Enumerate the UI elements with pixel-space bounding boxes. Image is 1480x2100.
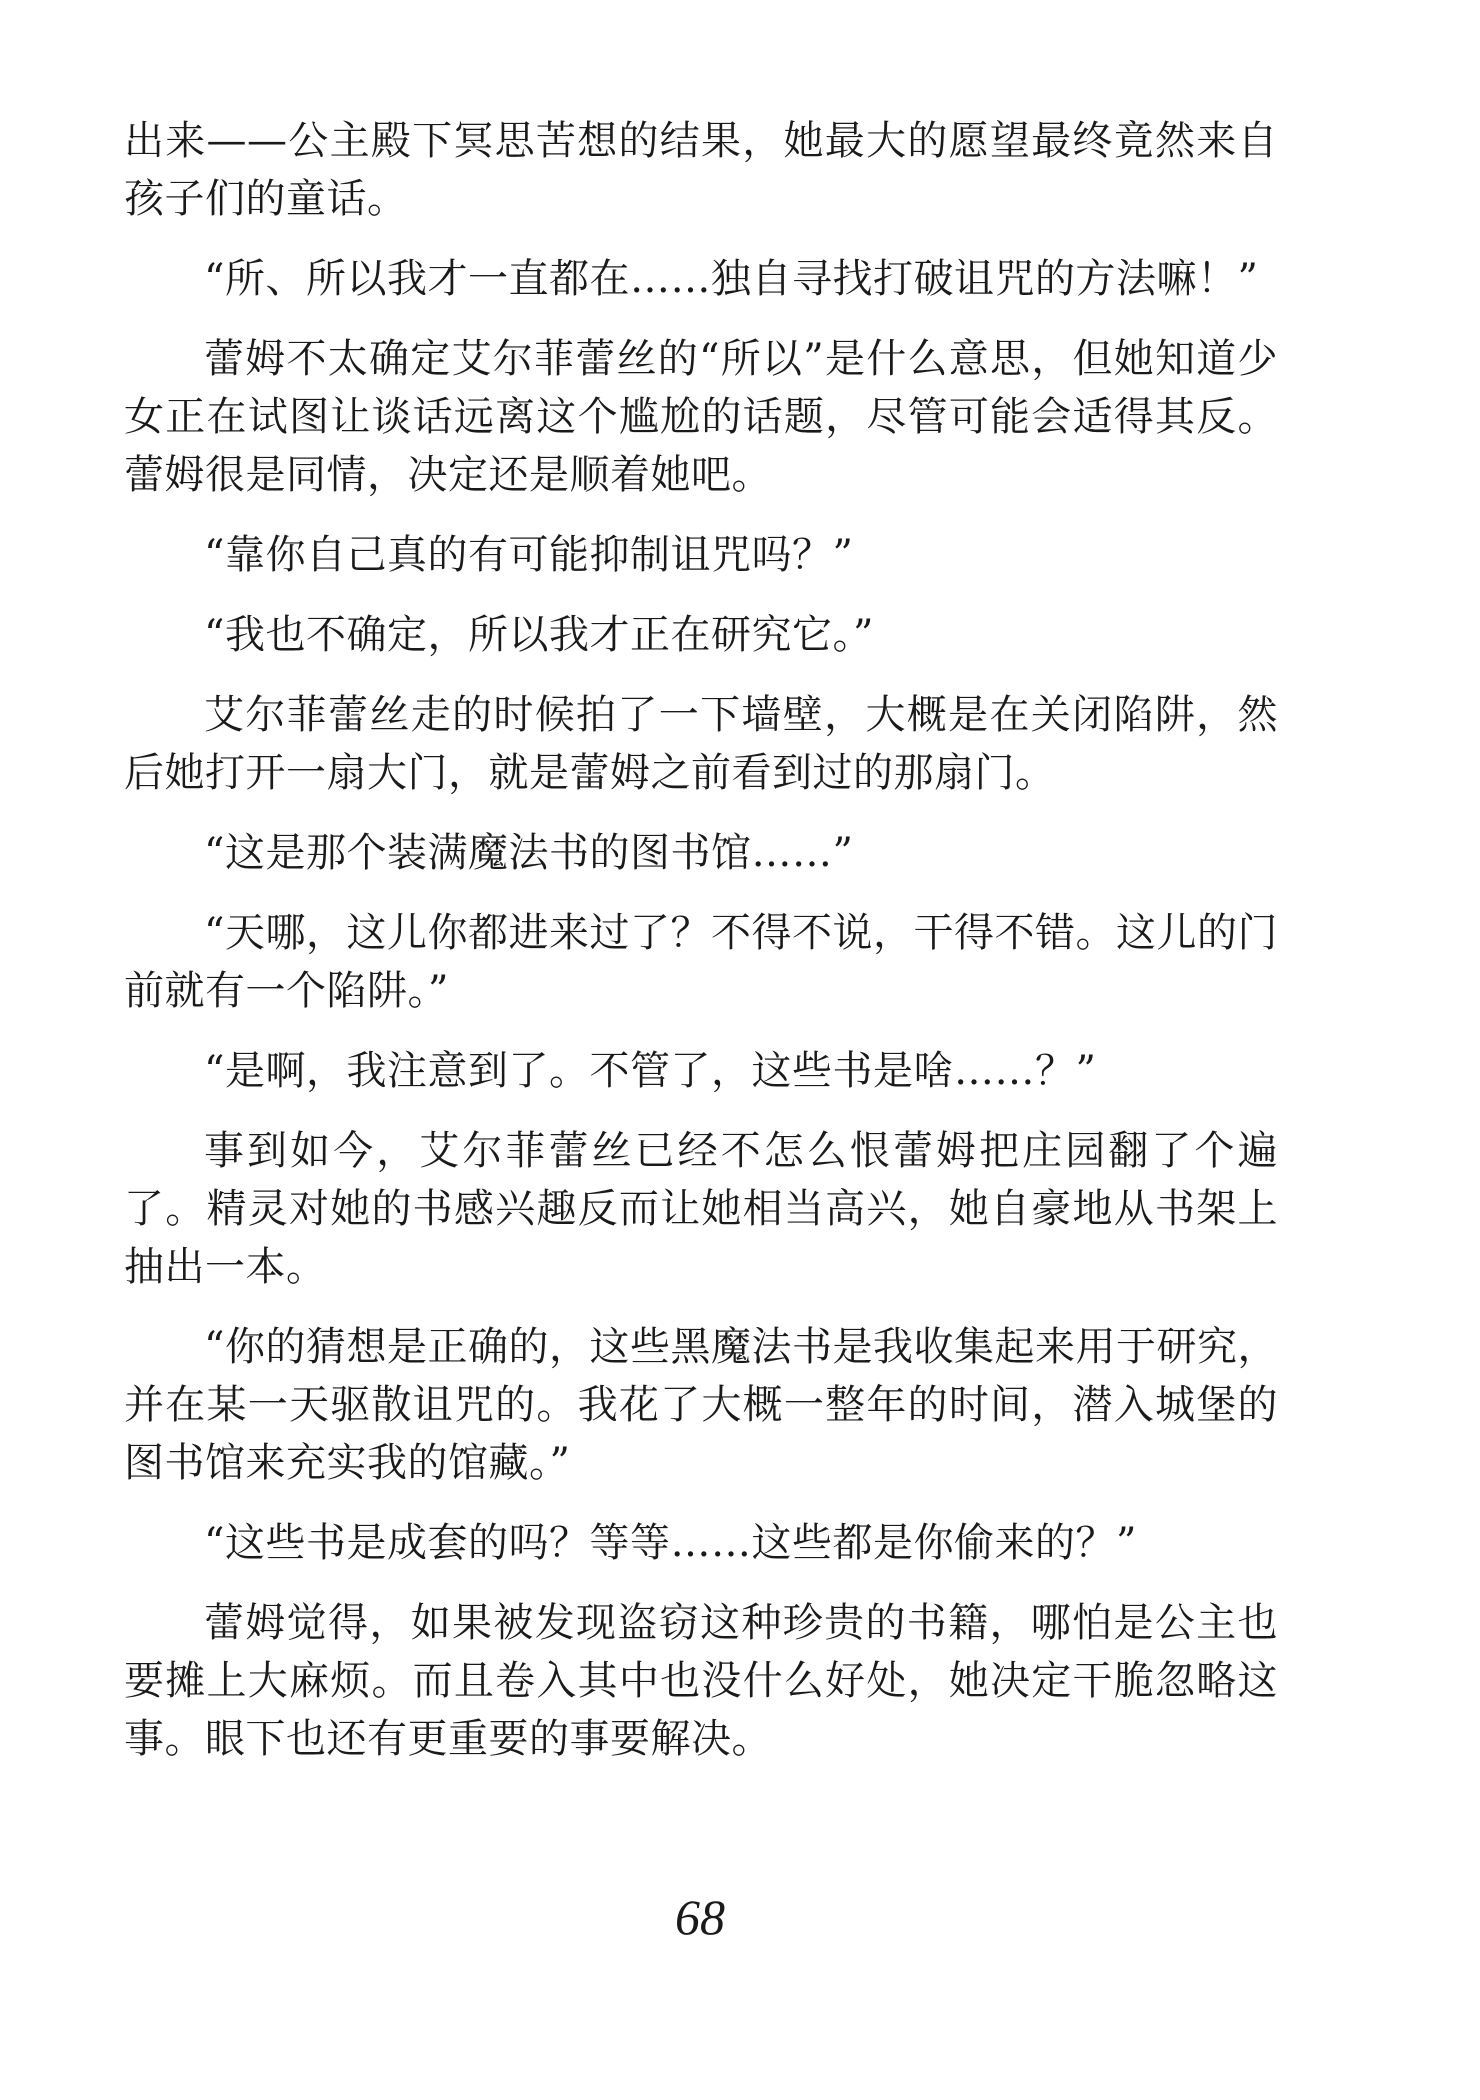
paragraph: “我也不确定，所以我才正在研究它。” — [204, 612, 874, 658]
paragraph: “靠你自己真的有可能抑制诅咒吗？” — [204, 532, 854, 578]
paragraph: 事到如今，艾尔菲蕾丝已经不怎么恨蕾姆把庄园翻了个遍了。精灵对她的书感兴趣反而让她相当高兴，她自豪地从书架上抽出一本。 — [124, 1128, 1278, 1290]
paragraph: “这些书是成套的吗？等等……这些都是你偷来的？” — [204, 1520, 1137, 1566]
paragraph: “天哪，这儿你都进来过了？不得不说，干得不错。这儿的门前就有一个陷阱。” — [124, 910, 1278, 1014]
paragraph: “是啊，我注意到了。不管了，这些书是啥……？” — [204, 1048, 1097, 1094]
paragraph: 艾尔菲蕾丝走的时候拍了一下墙壁，大概是在关闭陷阱，然后她打开一扇大门，就是蕾姆之前看到过的那扇门。 — [124, 692, 1278, 796]
page-number: 68 — [675, 1889, 725, 1945]
paragraph: “所、所以我才一直都在……独自寻找打破诅咒的方法嘛！” — [204, 256, 1259, 302]
paragraph-continued: 出来——公主殿下冥思苦想的结果，她最大的愿望最终竟然来自孩子们的童话。 — [124, 118, 1278, 222]
paragraph: “你的猜想是正确的，这些黑魔法书是我收集起来用于研究，并在某一天驱散诅咒的。我花了大概一整年的时间，潜入城堡的图书馆来充实我的馆藏。” — [124, 1324, 1278, 1486]
paragraph: “这是那个装满魔法书的图书馆……” — [204, 830, 854, 876]
page-body — [124, 112, 1278, 1790]
paragraph: 蕾姆觉得，如果被发现盗窃这种珍贵的书籍，哪怕是公主也要摊上大麻烦。而且卷入其中也没什么好处，她决定干脆忽略这事。眼下也还有更重要的事要解决。 — [124, 1600, 1278, 1762]
paragraph: 蕾姆不太确定艾尔菲蕾丝的“所以”是什么意思，但她知道少女正在试图让谈话远离这个尴尬的话题，尽管可能会适得其反。蕾姆很是同情，决定还是顺着她吧。 — [124, 336, 1278, 498]
